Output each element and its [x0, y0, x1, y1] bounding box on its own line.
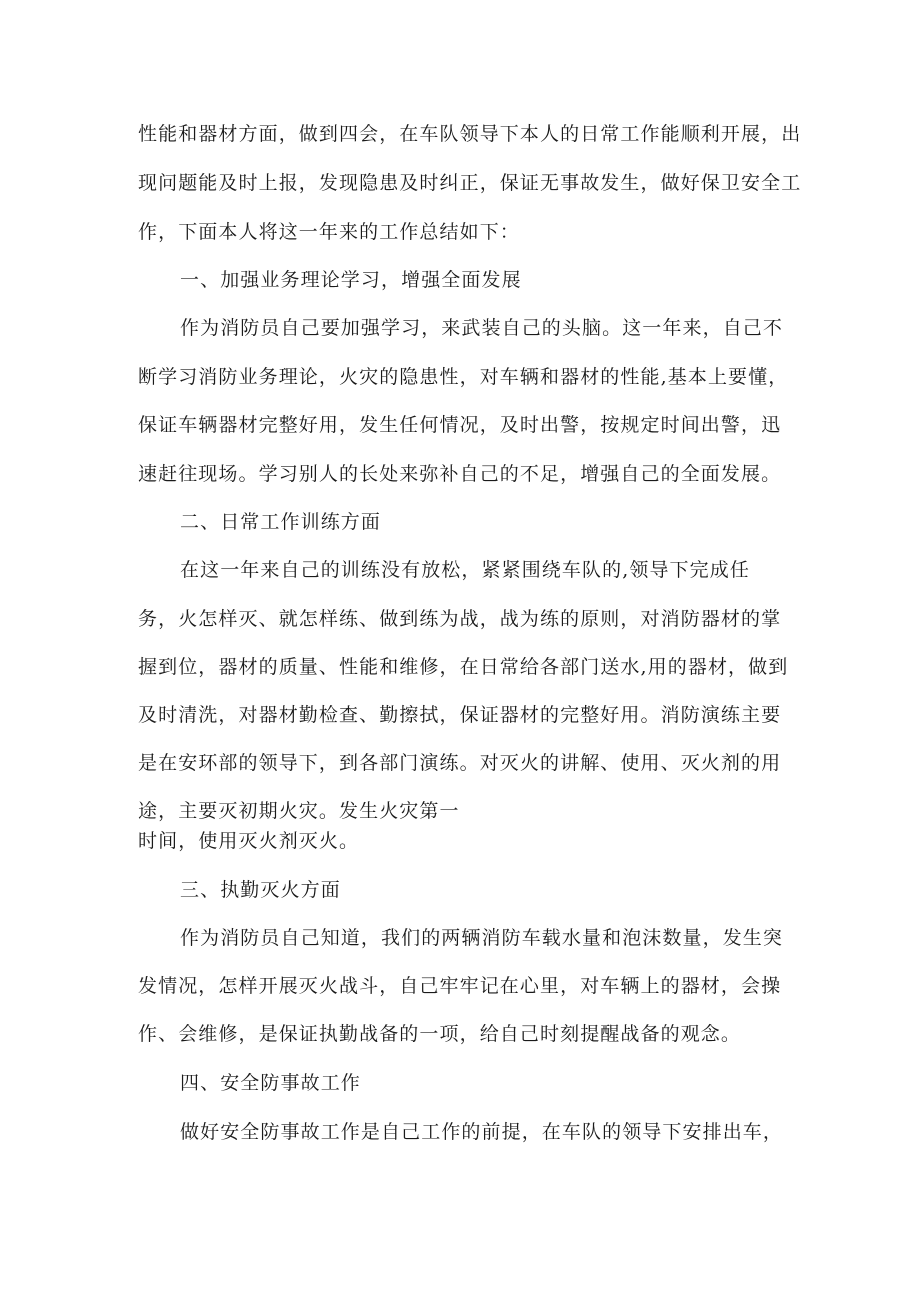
paragraph-line: 务，火怎样灭、就怎样练、做到练为战，战为练的原则，对消防器材的掌 — [138, 608, 782, 630]
paragraph-line: 速赶往现场。学习别人的长处来弥补自己的不足，增强自己的全面发展。 — [138, 463, 782, 485]
paragraph-line: 在这一年来自己的训练没有放松，紧紧围绕车队的,领导下完成任 — [180, 559, 750, 581]
paragraph-line: 途，主要灭初期火灾。发生火灾第一 — [138, 800, 460, 822]
paragraph-line: 性能和器材方面，做到四会，在车队领导下本人的日常工作能顺利开展，出 — [138, 123, 802, 145]
section-heading-2: 二、日常工作训练方面 — [180, 511, 382, 533]
paragraph-line: 现问题能及时上报，发现隐患及时纠正，保证无事故发生，做好保卫安全工 — [138, 172, 802, 194]
section-heading-1: 一、加强业务理论学习，增强全面发展 — [180, 269, 522, 291]
section-heading-4: 四、安全防事故工作 — [180, 1072, 361, 1094]
paragraph-line: 作为消防员自己要加强学习，来武装自己的头脑。这一年来，自己不 — [180, 317, 784, 339]
paragraph-line: 握到位，器材的质量、性能和维修，在日常给各部门送水,用的器材，做到 — [138, 656, 789, 678]
paragraph-line: 时间，使用灭火剂灭火。 — [138, 830, 360, 852]
paragraph-line: 作、会维修，是保证执勤战备的一项，给自己时刻提醒战备的观念。 — [138, 1023, 742, 1045]
paragraph-line: 作，下面本人将这一年来的工作总结如下： — [138, 221, 520, 243]
paragraph-line: 及时清洗，对器材勤检查、勤擦拭，保证器材的完整好用。消防演练主要 — [138, 704, 782, 726]
paragraph-line: 保证车辆器材完整好用，发生任何情况，及时出警，按规定时间出警，迅 — [138, 414, 782, 436]
paragraph-line: 做好安全防事故工作是自己工作的前提，在车队的领导下安排出车， — [180, 1121, 784, 1143]
section-heading-3: 三、执勤灭火方面 — [180, 879, 341, 901]
paragraph-line: 发情况，怎样开展灭火战斗，自己牢牢记在心里，对车辆上的器材，会操 — [138, 975, 782, 997]
paragraph-line: 是在安环部的领导下，到各部门演练。对灭火的讲解、使用、灭火剂的用 — [138, 752, 782, 774]
paragraph-line: 断学习消防业务理论，火灾的隐患性，对车辆和器材的性能,基本上要懂， — [138, 366, 789, 388]
paragraph-line: 作为消防员自己知道，我们的两辆消防车载水量和泡沫数量，发生突 — [180, 927, 784, 949]
